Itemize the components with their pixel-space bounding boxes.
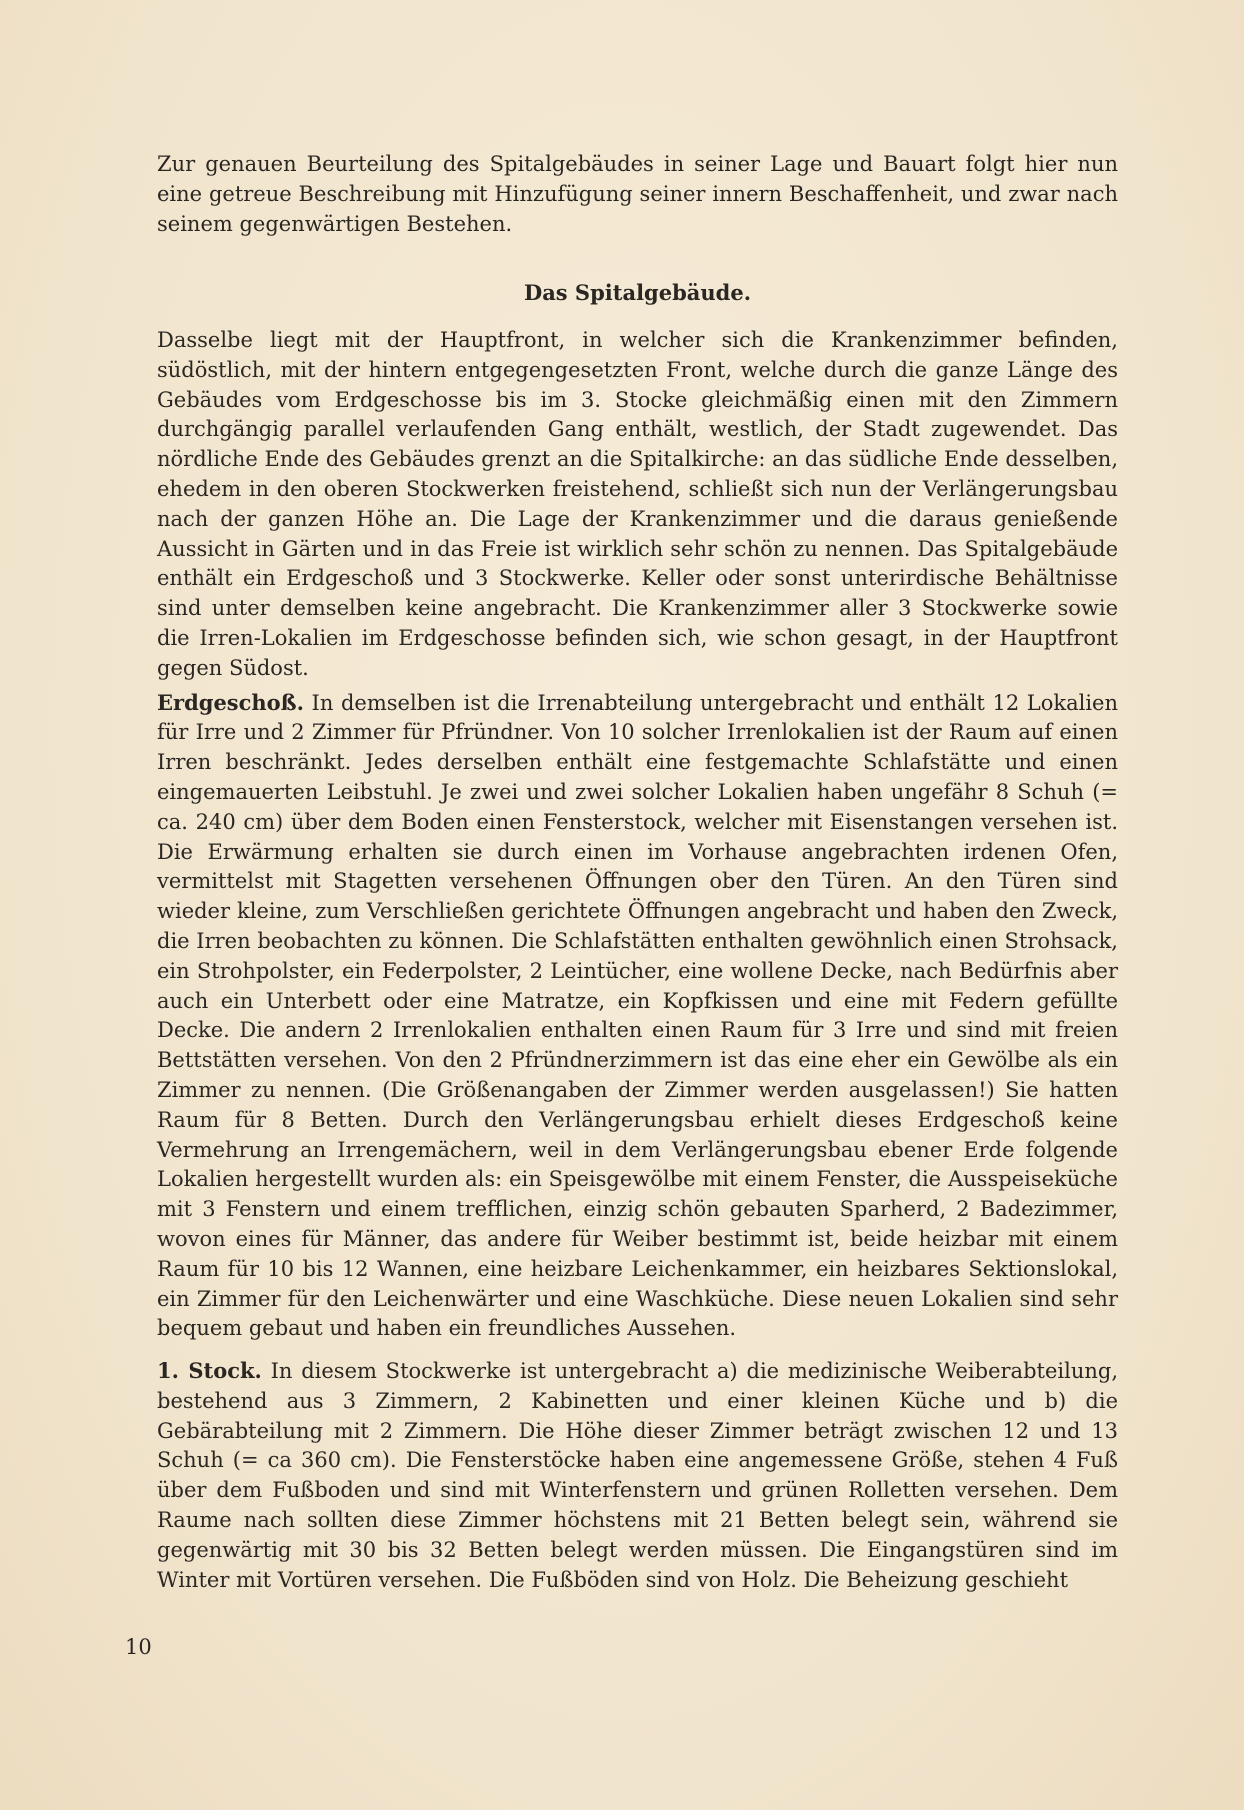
stock1-text: In diesem Stockwerke ist untergebracht a) die medizinische Weiberabteilung, bestehend aus 3 Zimmern, 2 Kabinetten und einer kleinen Küche und b) die Gebärabteilung mit 2 Zimmern. Die Höhe dieser Zimmer beträgt zwischen 12 und 13 Schuh (= ca 360 cm). Die Fensterstöcke haben eine angemessene Größe, stehen 4 Fuß über dem Fußboden und sind mit Winterfenstern und grünen Rolletten versehen. Dem Raume nach sollten diese Zimmer höchstens mit 21 Betten belegt sein, während sie gegenwärtig mit 30 bis 32 Betten belegt werden müssen. Die Eingangstüren sind im Winter mit Vortüren versehen. Die Fußböden sind von Holz. Die Beheizung geschieht <box>157 1359 1118 1592</box>
erdgeschoss-label: Erdgeschoß. <box>157 689 304 715</box>
erdgeschoss-text: In demselben ist die Irrenabteilung untergebracht und enthält 12 Lokalien für Irre und 2 Zimmer für Pfründner. Von 10 solcher Irrenlokalien ist der Raum auf einen Irren beschränkt. Jedes derselben enthält eine festgemachte Schlafstätte und einen eingemauerten Leibstuhl. Je zwei und zwei solcher Lokalien haben ungefähr 8 Schuh (= ca. 240 cm) über dem Boden einen Fensterstock, welcher mit Eisenstangen versehen ist. Die Erwärmung erhalten sie durch einen im Vorhause angebrachten irdenen Ofen, vermittelst mit Stagetten versehenen Öffnungen ober den Türen. An den Türen sind wieder kleine, zum Verschließen gerichtete Öffnungen angebracht und haben den Zweck, die Irren beobachten zu können. Die Schlafstätten enthalten gewöhnlich einen Strohsack, ein Strohpolster, ein Federpolster, 2 Leintücher, eine wollene Decke, nach Bedürfnis aber auch ein Unterbett oder eine Matratze, ein Kopfkissen und eine mit Federn gefüllte Decke. Die andern 2 Irrenlokalien enthalten einen Raum für 3 Irre und sind mit freien Bettstätten versehen. Von den 2 Pfründnerzimmern ist das eine eher ein Gewölbe als ein Zimmer zu nennen. (Die Größenangaben der Zimmer werden ausgelassen!) Sie hatten Raum für 8 Betten. Durch den Verlängerungsbau erhielt dieses Erdgeschoß keine Vermehrung an Irrengemächern, weil in dem Verlängerungsbau ebener Erde folgende Lokalien hergestellt wurden als: ein Speisgewölbe mit einem Fenster, die Ausspeiseküche mit 3 Fenstern und einem trefflichen, einzig schön gebauten Sparherd, 2 Badezimmer, wovon eines für Männer, das andere für Weiber bestimmt ist, beide heizbar mit einem Raum für 10 bis 12 Wannen, eine heizbare Leichenkammer, ein heizbares Sektionslokal, ein Zimmer für den Leichenwärter und eine Waschküche. Diese neuen Lokalien sind sehr bequem gebaut und haben ein freundliches Aussehen. <box>157 690 1118 1341</box>
paragraph-building-location: Dasselbe liegt mit der Hauptfront, in welcher sich die Krankenzimmer befinden, südöstlich, mit der hintern entgegengesetzten Front, welche durch die ganze Länge des Gebäudes vom Erdgeschosse bis im 3. Stocke gleichmäßig einen mit den Zimmern durchgängig parallel verlaufenden Gang enthält, westlich, der Stadt zugewendet. Das nördliche Ende des Gebäudes grenzt an die Spitalkirche: an das südliche Ende desselben, ehedem in den oberen Stockwerken freistehend, schließt sich nun der Verlängerungsbau nach der ganzen Höhe an. Die Lage der Krankenzimmer und die daraus genießende Aussicht in Gärten und in das Freie ist wirklich sehr schön zu nennen. Das Spitalgebäude enthält ein Erdgeschoß und 3 Stockwerke. Keller oder sonst unterirdische Behältnisse sind unter demselben keine angebracht. Die Krankenzimmer aller 3 Stockwerke sowie die Irren-Lokalien im Erdgeschosse befinden sich, wie schon gesagt, in der Hauptfront gegen Südost. <box>157 328 1118 680</box>
paragraph-erdgeschoss <box>157 688 1118 1345</box>
stock1-label: 1. Stock. <box>157 1358 262 1384</box>
page-number: 10 <box>125 1635 152 1659</box>
intro-section <box>157 150 1118 239</box>
section-heading: Das Spitalgebäude. <box>523 280 752 305</box>
body-text <box>157 326 1118 1595</box>
intro-paragraph: Zur genauen Beurteilung des Spitalgebäudes in seiner Lage und Bauart folgt hier nun eine getreue Beschreibung mit Hinzufügung seiner innern Beschaffenheit, und zwar nach seinem gegenwärtigen Bestehen. <box>157 152 1118 236</box>
paragraph-stock-1 <box>157 1356 1118 1595</box>
